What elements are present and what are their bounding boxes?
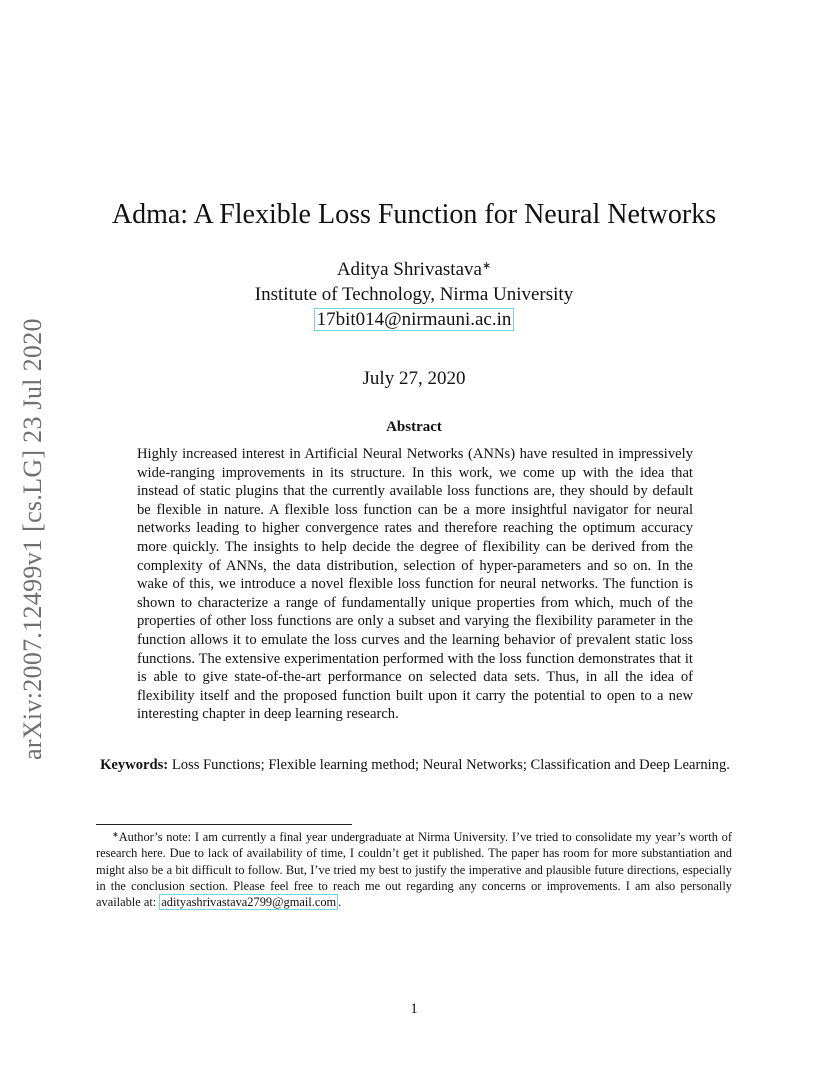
author-affiliation: Institute of Technology, Nirma University	[254, 284, 574, 305]
footnote-end: .	[338, 895, 342, 910]
keywords-text: Loss Functions; Flexible learning method; Neural Networks; Classification and Deep Learning.	[171, 757, 730, 773]
page-number: 1	[410, 1001, 418, 1017]
keywords-label: Keywords:	[100, 757, 169, 773]
paper-title: Adma: A Flexible Loss Function for Neural Networks	[111, 199, 717, 230]
author-email-line	[0, 309, 828, 331]
author-email-link[interactable]: 17bit014@nirmauni.ac.in	[314, 308, 515, 331]
footnote-rule	[96, 824, 352, 825]
keywords-section	[99, 756, 731, 775]
author-footnote	[96, 827, 732, 910]
paper-date: July 27, 2020	[362, 368, 466, 389]
author-line	[0, 259, 828, 281]
footnote-text: Author’s note: I am currently a final year undergraduate at Nirma University. I’ve tried to consolidate my year’s worth of research here. Due to lack of availability of time, I couldn’t get it published. The paper has room for more substantiation and might also be a bit difficult to follow. But, I’ve tried my best to justify the imperative and plausible future directions, especially in the conclusion section. Please feel free to reach me out regarding any concerns or improvements. I am also personally available at:	[96, 830, 732, 910]
arxiv-identifier-stamp: arXiv:2007.12499v1 [cs.LG] 23 Jul 2020	[18, 318, 47, 760]
author-name: Aditya Shrivastava	[336, 259, 482, 280]
footnote-mark: ∗	[112, 830, 119, 839]
abstract-heading: Abstract	[386, 419, 442, 435]
abstract-text: Highly increased interest in Artificial Neural Networks (ANNs) have resulted in impressively wide-ranging improvements in its structure. In this work, we come up with the idea that instead of static plugins that the currently available loss functions are, they should by default be flexible in nature. A flexible loss function can be a more insightful navigator for neural networks leading to higher convergence rates and therefore reaching the optimum accuracy more quickly. The insights to help decide the degree of flexibility can be derived from the complexity of ANNs, the data distribution, selection of hyper-parameters and so on. In the wake of this, we introduce a novel flexible loss function for neural networks. The function is shown to characterize a range of fundamentally unique properties from which, much of the properties of other loss functions are only a subset and varying the flexibility parameter in the function allows it to emulate the loss curves and the learning behavior of prevalent static loss functions. The extensive experimentation performed with the loss function demonstrates that it is able to give state-of-the-art performance on selected data sets. Thus, in all the idea of flexibility itself and the proposed function built upon it carry the potential to open to a new interesting chapter in deep learning research.	[137, 446, 693, 723]
footnote-email-link[interactable]: adityashrivastava2799@gmail.com	[161, 895, 337, 910]
author-footnote-mark[interactable]: ∗	[481, 260, 492, 272]
